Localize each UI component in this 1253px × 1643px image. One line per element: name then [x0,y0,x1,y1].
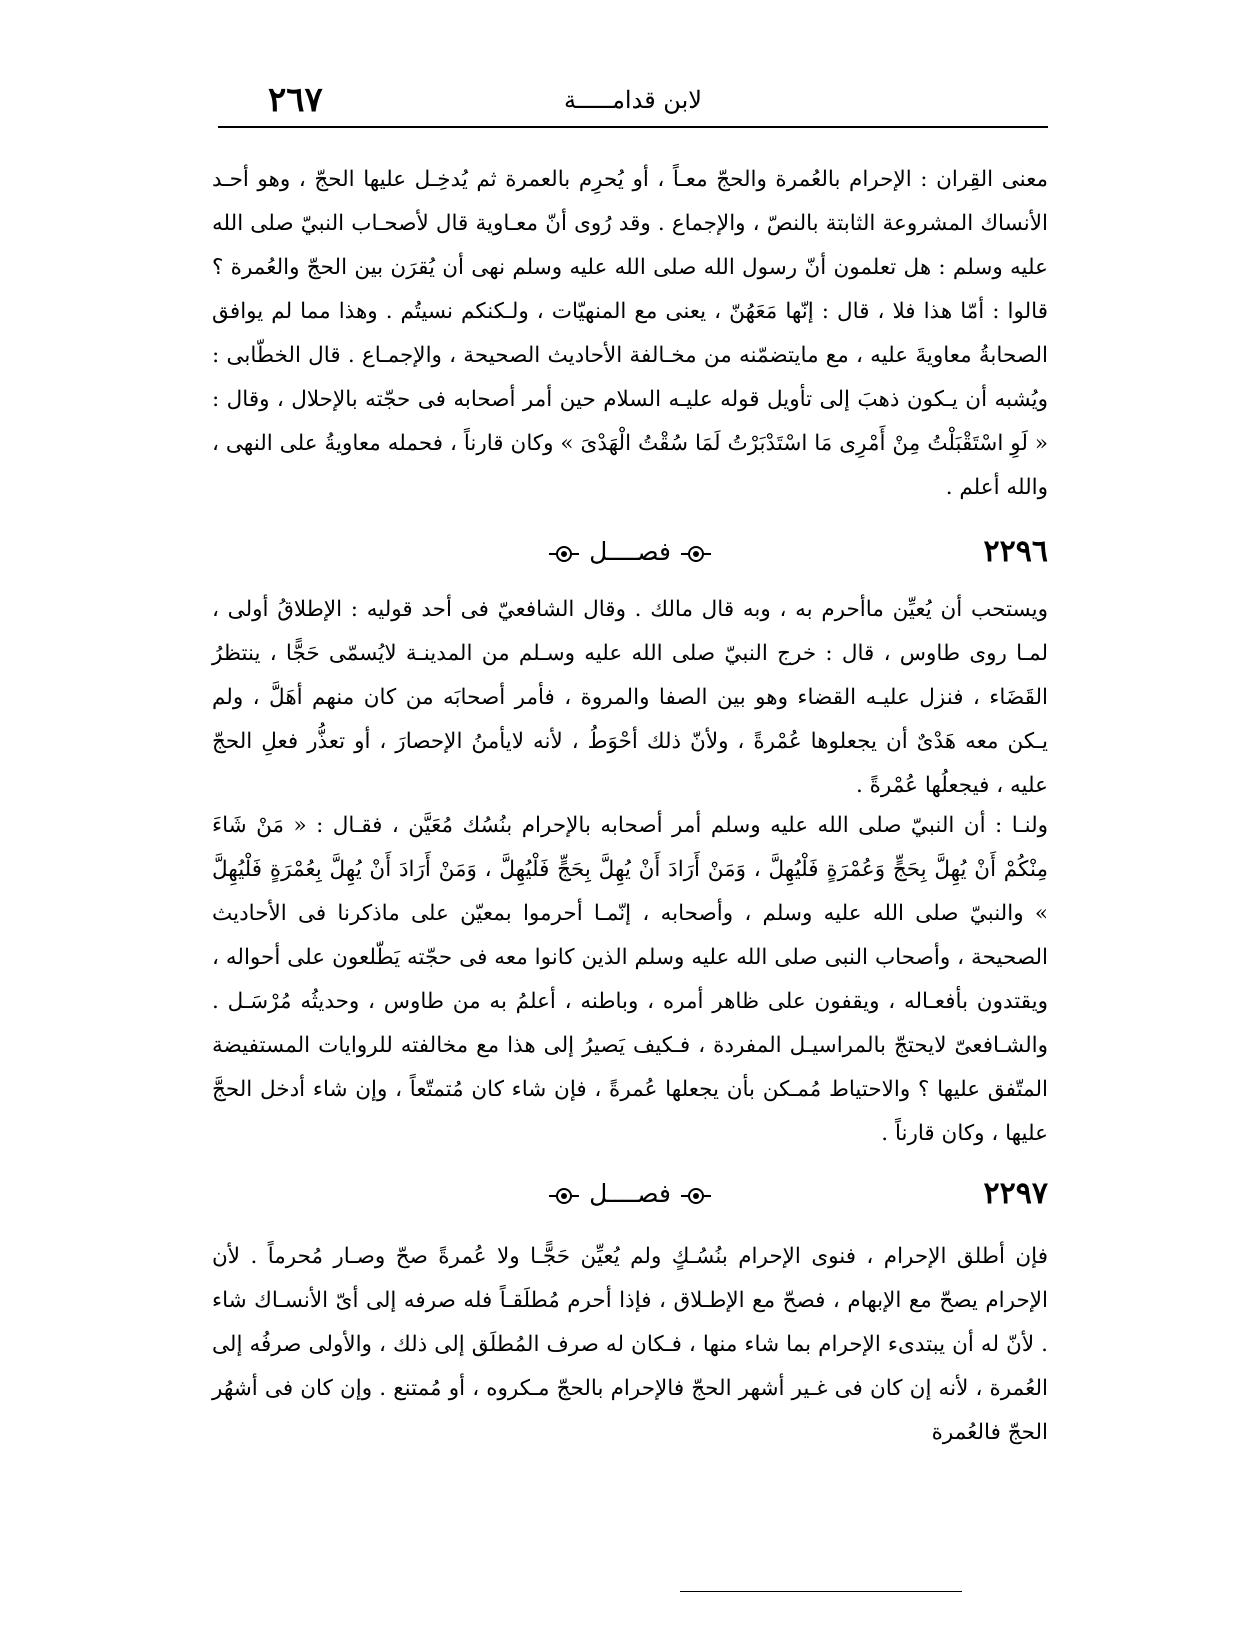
paragraph-3 [212,804,1048,1156]
section-number: ٢٢٩٧ [983,1176,1048,1211]
footnote-rule [680,1591,962,1592]
ornament-icon [547,543,581,565]
paragraph-text: معنى القِران : الإحرام بالعُمرة والحجّ معـاً ، أو يُحرِم بالعمرة ثم يُدخِـل عليها الحجّ ، وهو أحـد الأنساك المشروعة الثابتة بالنصّ ، والإجماع . وقد رُوى أنّ معـاوية قال لأصحـاب النبيّ صلى الله عليه وسلم : هل تعلمون أنّ رسول الله صلى الله عليه وسلم نهى أن يُقرَن بين الحجّ والعُمرة ؟ قالوا : أمّا هذا فلا ، قال : إنّها مَعَهُنّ ، يعنى مع المنهيّات ، ولـكنكم نسيتُم . وهذا مما لم يوافق الصحابةُ معاويةَ عليه ، مع مايتضمّنه من مخـالفة الأحاديث الصحيحة ، والإجمـاع . قال الخطّابى : ويُشبه أن يـكون ذهبَ إلى تأويل قوله عليـه السلام حين أمر أصحابه فى حجّته بالإحلال ، وقال : « لَوِ اسْتَقْبَلْتُ مِنْ أَمْرِى مَا اسْتَدْبَرْتُ لَمَا سُقْتُ الْهَدْىَ » وكان قارناً ، فحمله معاويةُ على النهى ، والله أعلم . [212,167,1048,500]
running-title: لابن قدامـــــة [564,86,702,114]
page-header [218,78,1048,126]
section-heading-2296 [212,530,1048,576]
paragraph-text: ولنـا : أن النبيّ صلى الله عليه وسلم أمر أصحابه بالإحرام بنُسُك مُعَيَّن ، فقـال : « مَنْ شَاءَ مِنْكُمْ أَنْ يُهِلَّ بِحَجٍّ وَعُمْرَةٍ فَلْيُهِلَّ ، وَمَنْ أَرَادَ أَنْ يُهِلَّ بِحَجٍّ فَلْيُهِلَّ ، وَمَنْ أَرَادَ أَنْ يُهِلَّ بِعُمْرَةٍ فَلْيُهِلَّ » والنبيّ صلى الله عليه وسلم ، وأصحابه ، إنّمـا أحرموا بمعيّن على ماذكرنا فى الأحاديث الصحيحة ، وأصحاب النبى صلى الله عليه وسلم الذين كانوا معه فى حجّته يَطّلعون على أحواله ، ويقتدون بأفعـاله ، ويقفون على ظاهر أمره ، وباطنه ، أعلمُ به من طاوس ، وحديثُه مُرْسَـل . والشـافعىّ لايحتجّ بالمراسيـل المفردة ، فـكيف يَصيرُ إلى هذا مع مخالفته للروايات المستفيضة المتّفق عليها ؟ والاحتياط مُمـكن بأن يجعلها عُمرةً ، فإن شاء كان مُتمتّعاً ، وإن شاء أدخل الحجَّ عليها ، وكان قارناً . [212,813,1048,1146]
paragraph-4 [212,1235,1048,1455]
header-rule [218,126,1048,128]
ornament-icon [679,1185,713,1207]
section-title [212,1172,1048,1216]
ornament-icon [547,1185,581,1207]
section-title-text: فصــــل [589,537,671,566]
paragraph-1 [212,158,1048,510]
section-number: ٢٢٩٦ [983,534,1048,569]
paragraph-2 [212,588,1048,808]
paragraph-text: فإن أطلق الإحرام ، فنوى الإحرام بنُسُـكٍ ولم يُعيِّن حَجًّـا ولا عُمرةً صحّ وصـار مُحرماً . لأن الإحرام يصحّ مع الإبهام ، فصحّ مع الإطـلاق ، فإذا أحرم مُطلَقـاً فله صرفه إلى أىّ الأنسـاك شاء . لأنّ له أن يبتدىء الإحرام بما شاء منها ، فـكان له صرف المُطلَق إلى ذلك ، والأولى صرفُه إلى العُمرة ، لأنه إن كان فى غـير أشهر الحجّ فالإحرام بالحجّ مـكروه ، أو مُمتنع . وإن كان فى أشهُر الحجّ فالعُمرة [212,1244,1048,1445]
ornament-icon [679,543,713,565]
paragraph-text: ويستحب أن يُعيِّن ماأحرم به ، وبه قال مالك . وقال الشافعيّ فى أحد قوليه : الإطلاقُ أولى ، لمـا روى طاوس ، قال : خرج النبيّ صلى الله عليه وسـلم من المدينـة لايُسمّى حَجًّا ، ينتظرُ القَضَاء ، فنزل عليـه القضاء وهو بين الصفا والمروة ، فأمر أصحابَه من كان منهم أهَلَّ ، ولم يـكن معه هَدْىٌ أن يجعلوها عُمْرةً ، ولأنّ ذلك أحْوَطُ ، لأنه لايأمنُ الإحصارَ ، أو تعذُّر فعلِ الحجّ عليه ، فيجعلُها عُمْرةً . [212,597,1048,798]
section-title-text: فصــــل [589,1179,671,1208]
page-number: ٢٦٧ [268,80,323,120]
section-title [212,530,1048,574]
section-heading-2297 [212,1172,1048,1218]
